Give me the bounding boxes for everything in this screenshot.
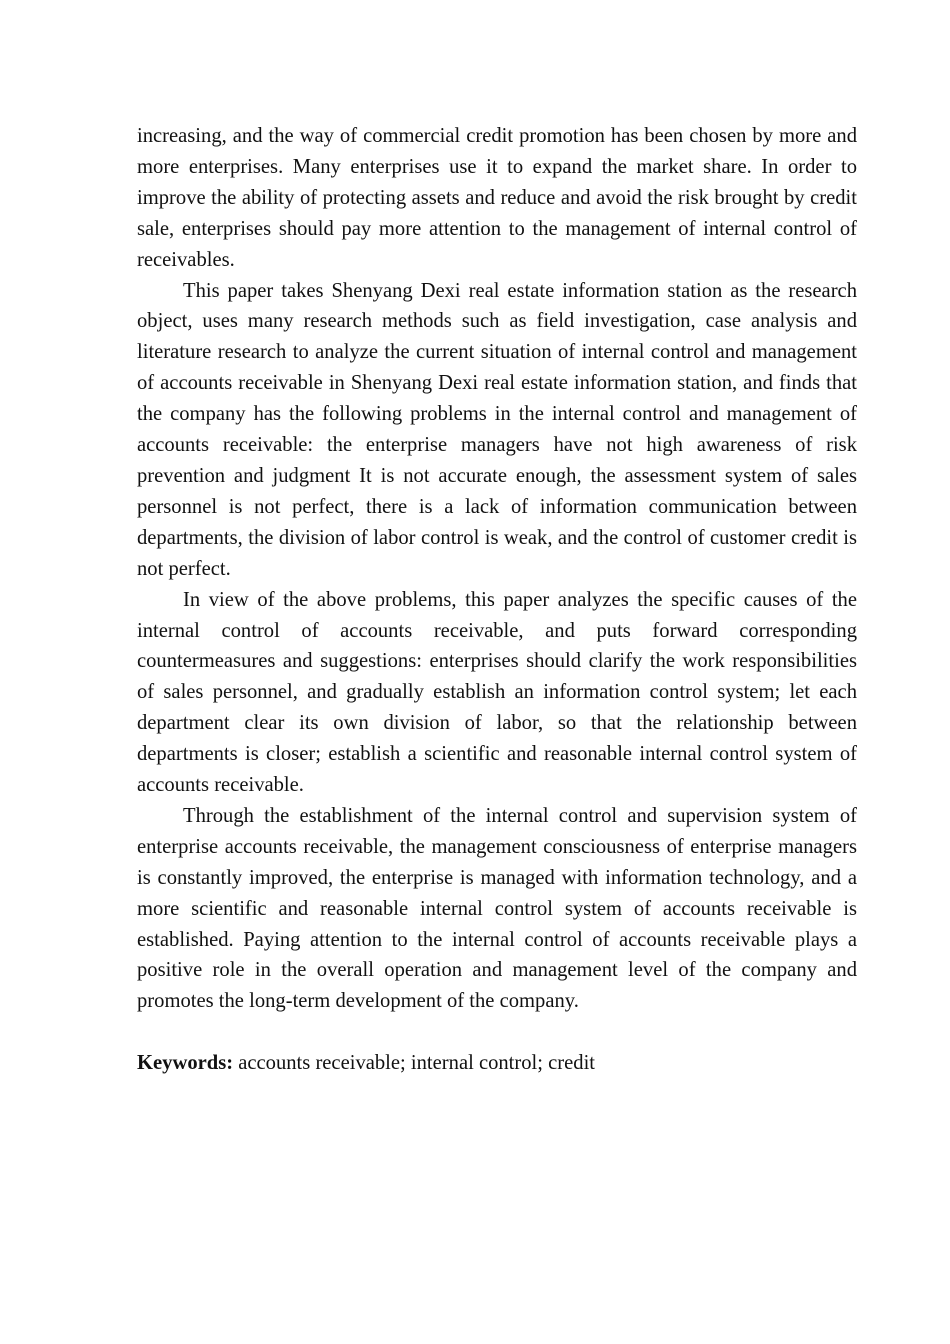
abstract-paragraph-1: increasing, and the way of commercial credit promotion has been chosen by more and more enterprises. Many enterprises use it to expand the market share. In order to improve the ability of protecting assets and reduce and avoid the risk brought by credit sale, enterprises should pay more attention to the management of internal control of receivables.	[137, 125, 857, 271]
abstract-paragraph-3: In view of the above problems, this paper analyzes the specific causes of the internal control of accounts receivable, and puts forward corresponding countermeasures and suggestions: enterprises should clarify the work responsibilities of sales personnel, and gradually establish an information control system; let each department clear its own division of labor, so that the relationship between departments is closer; establish a scientific and reasonable internal control system of accounts receivable.	[137, 588, 857, 797]
abstract-paragraph-2: This paper takes Shenyang Dexi real estate information station as the research object, uses many research methods such as field investigation, case analysis and literature research to analyze the current situation of internal control and management of accounts receivable in Shenyang Dexi real estate information station, and finds that the company has the following problems in the internal control and management of accounts receivable: the enterprise managers have not high awareness of risk prevention and judgment It is not accurate enough, the assessment system of sales personnel is not perfect, there is a lack of information communication between departments, the division of labor control is weak, and the control of customer credit is not perfect.	[137, 279, 857, 580]
keywords-line	[137, 1048, 857, 1079]
keywords-label: Keywords:	[137, 1052, 234, 1075]
abstract-paragraph-4: Through the establishment of the internal control and supervision system of enterprise accounts receivable, the management consciousness of enterprise managers is constantly improved, the enterprise is managed with information technology, and a more scientific and reasonable internal control system of accounts receivable is established. Paying attention to the internal control of accounts receivable plays a positive role in the overall operation and management level of the company and promotes the long-term development of the company.	[137, 804, 857, 1013]
document-page	[137, 121, 857, 1079]
keywords-value: accounts receivable; internal control; credit	[233, 1052, 596, 1075]
